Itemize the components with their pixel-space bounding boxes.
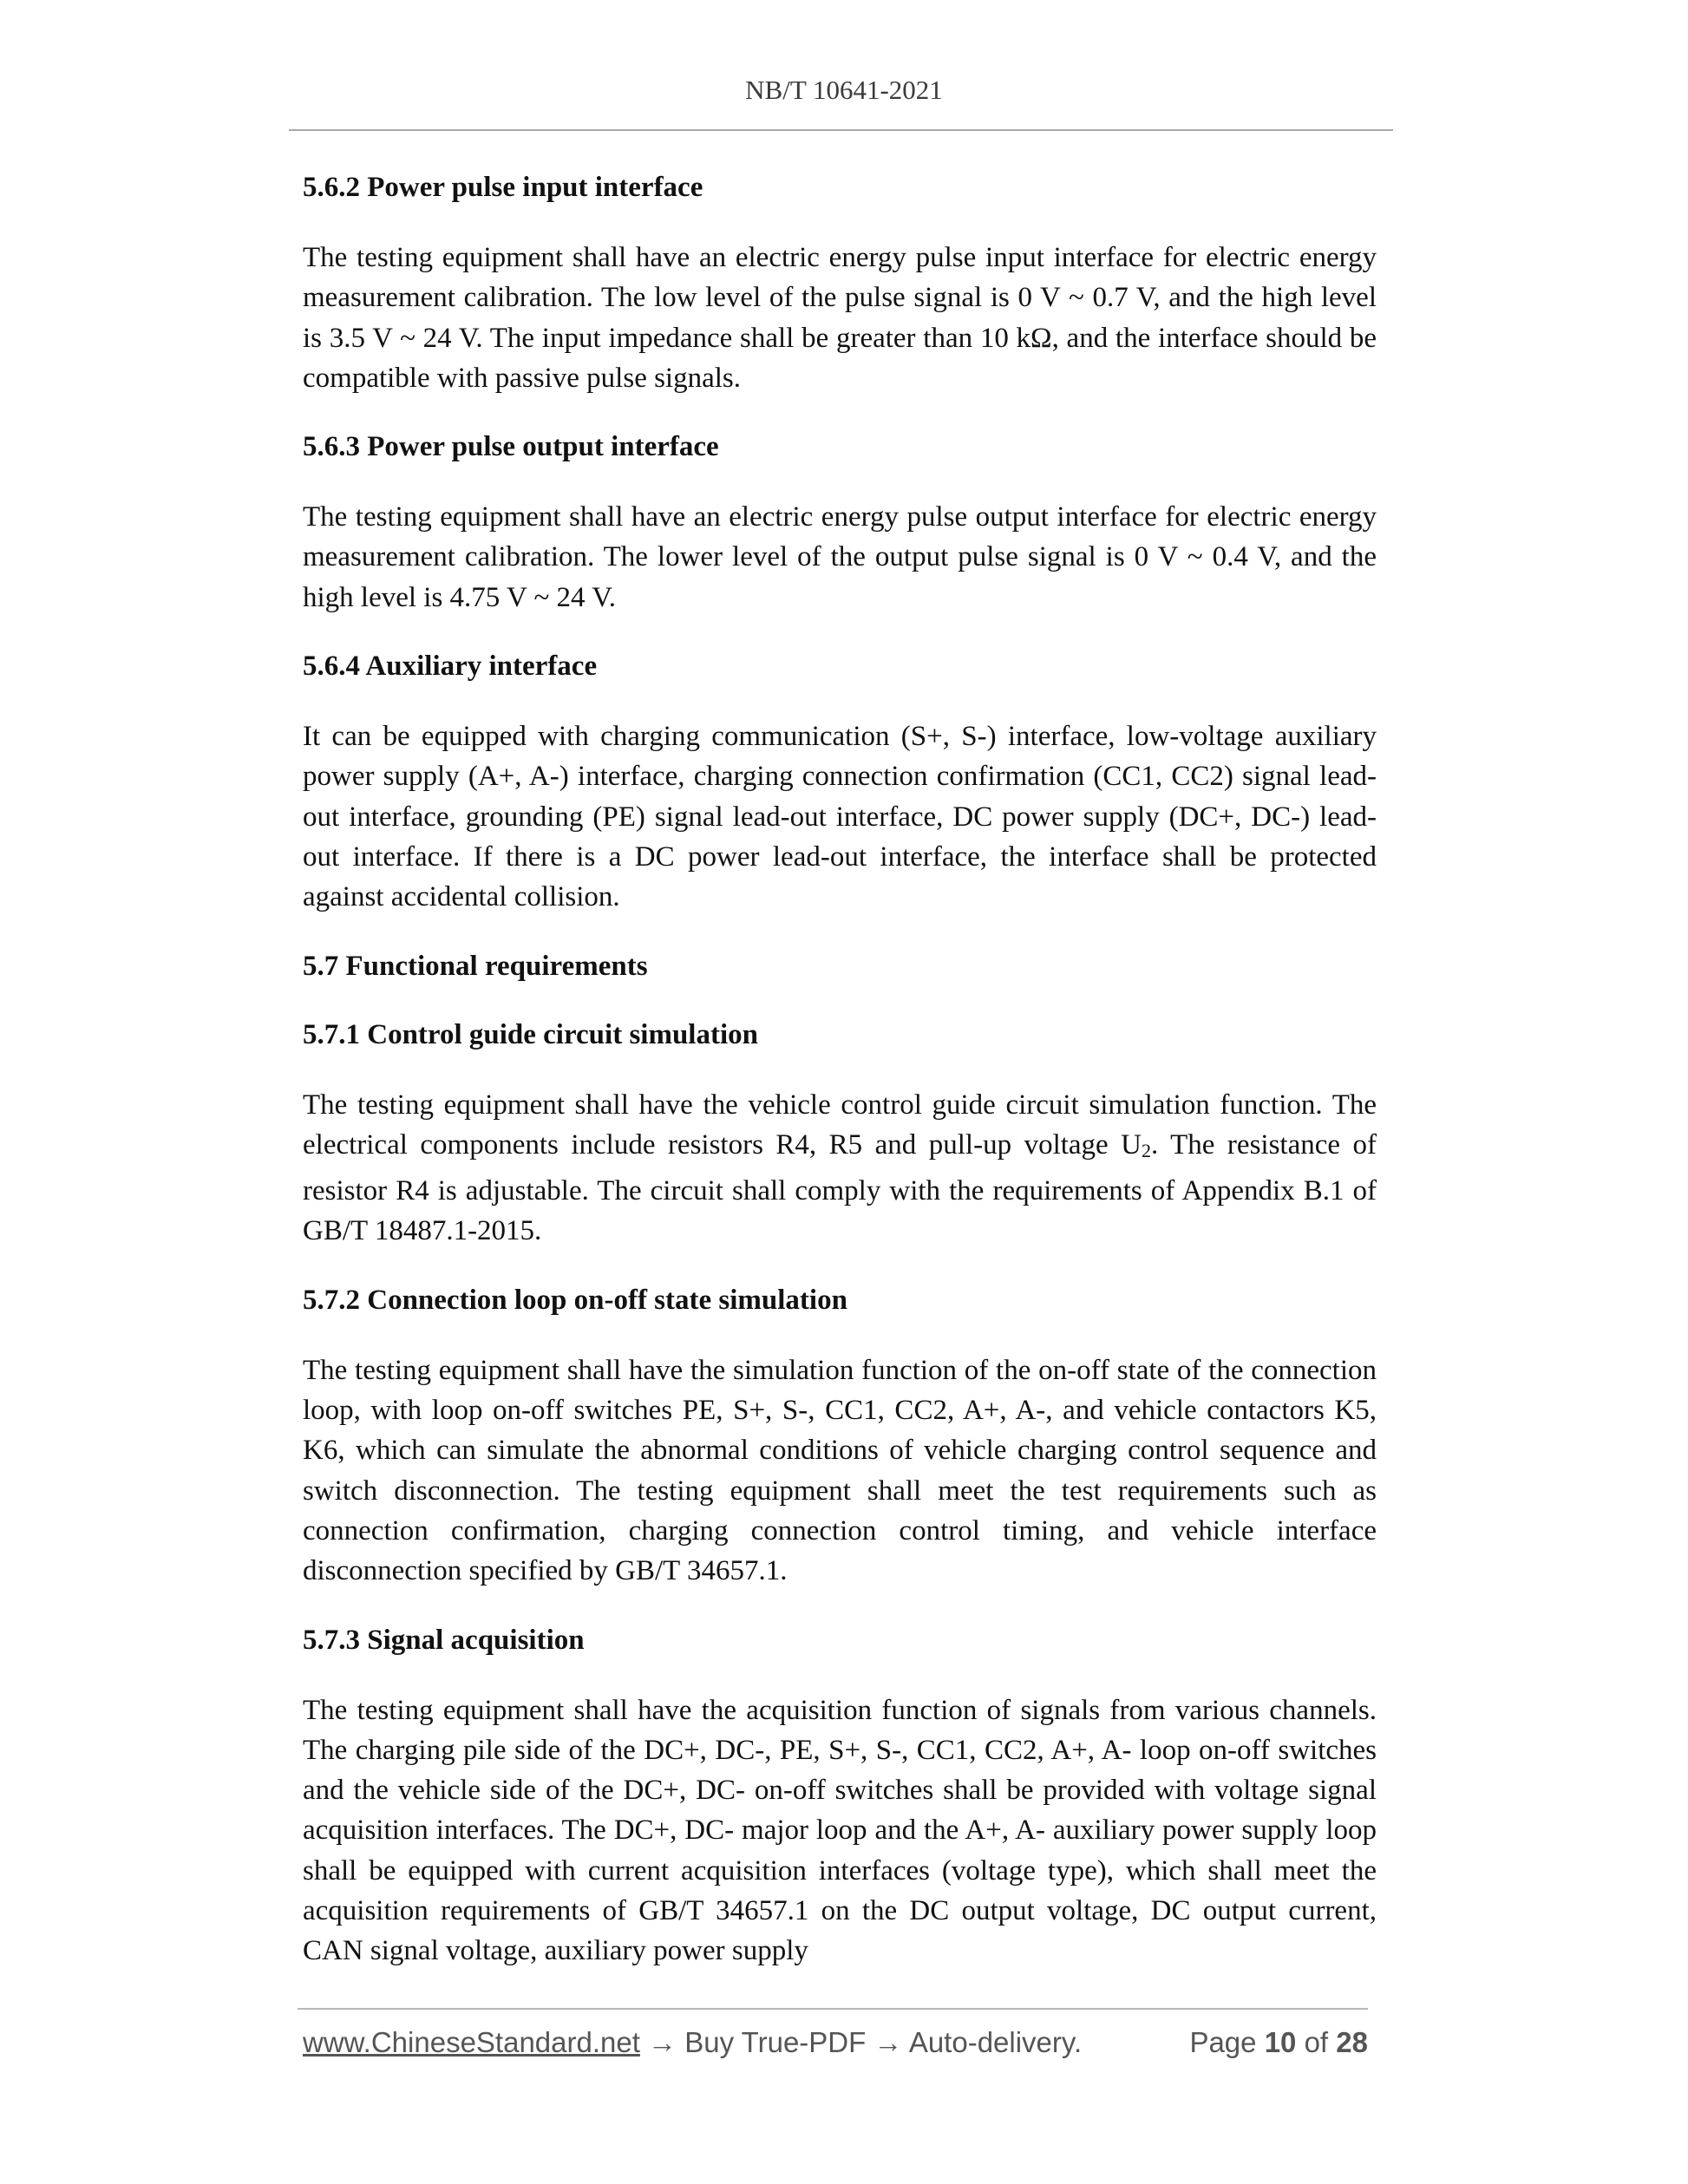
footer-divider <box>298 2008 1368 2010</box>
section-body-5-6-2: The testing equipment shall have an electric energy pulse input interface for electric energy measurement calibration. The low level of the pulse signal is 0 V ~ 0.7 V, and the high level is 3.5 V ~ 24 V. The input impedance shall be greater than 10 kΩ, and the interface should be compatible with passive pulse signals. <box>303 242 1377 394</box>
footer-promo-text: → Buy True-PDF → Auto-delivery. <box>639 2026 1083 2058</box>
section-body-5-7-1 <box>303 1085 1377 1252</box>
section-heading-5-7-2: 5.7.2 Connection loop on-off state simulation <box>303 1284 847 1316</box>
body-text-part: . The resistance of resistor R4 is adjustable. The circuit shall comply with the requirements of Appendix B.1 of GB/T 18487.1-2015. <box>303 1128 1377 1247</box>
website-link[interactable]: www.ChineseStandard.net <box>303 2026 640 2058</box>
subscript: 2 <box>1142 1139 1152 1161</box>
header-divider <box>289 129 1393 131</box>
page-total: 28 <box>1336 2026 1368 2058</box>
page-footer <box>303 2026 1377 2066</box>
page-of-label: of <box>1304 2026 1329 2058</box>
section-body-5-6-4: It can be equipped with charging communication (S+, S-) interface, low-voltage auxiliary power supply (A+, A-) interface, charging connection confirmation (CC1, CC2) signal lead-out interface, grounding (PE) signal lead-out interface, DC power supply (DC+, DC-) lead-out interface. If there is a DC power lead-out interface, the interface shall be protected against accidental collision. <box>303 721 1377 913</box>
body-text-part: The testing equipment shall have the vehicle control guide circuit simulation function. The electrical components include resistors R4, R5 and pull-up voltage U <box>303 1089 1377 1161</box>
footer-promo <box>303 2026 1082 2059</box>
page-number <box>1189 2026 1368 2059</box>
document-body <box>303 167 1377 1971</box>
section-heading-5-7: 5.7 Functional requirements <box>303 950 648 982</box>
page-current: 10 <box>1264 2026 1297 2058</box>
section-body-5-7-3: The testing equipment shall have the acquisition function of signals from various channels. The charging pile side of the DC+, DC-, PE, S+, S-, CC1, CC2, A+, A- loop on-off switches and the vehicle side of the DC+, DC- on-off switches shall be provided with voltage signal acquisition interfaces. The DC+, DC- major loop and the A+, A- auxiliary power supply loop shall be equipped with current acquisition interfaces (voltage type), which shall meet the acquisition requirements of GB/T 34657.1 on the DC output voltage, DC output current, CAN signal voltage, auxiliary power supply <box>303 1694 1377 1967</box>
section-heading-5-6-4: 5.6.4 Auxiliary interface <box>303 651 598 683</box>
section-heading-5-6-2: 5.6.2 Power pulse input interface <box>303 172 703 203</box>
page-label: Page <box>1189 2026 1257 2058</box>
section-heading-5-7-1: 5.7.1 Control guide circuit simulation <box>303 1018 758 1050</box>
section-body-5-7-2: The testing equipment shall have the simulation function of the on-off state of the connection loop, with loop on-off switches PE, S+, S-, CC1, CC2, A+, A-, and vehicle contactors K5, K6, which can simulate the abnormal conditions of vehicle charging control sequence and switch disconnection. The testing equipment shall meet the test requirements such as connection confirmation, charging connection control timing, and vehicle interface disconnection specified by GB/T 34657.1. <box>303 1354 1377 1587</box>
section-heading-5-6-3: 5.6.3 Power pulse output interface <box>303 431 719 463</box>
section-body-5-6-3: The testing equipment shall have an electric energy pulse output interface for electric energy measurement calibration. The lower level of the output pulse signal is 0 V ~ 0.4 V, and the high level is 4.75 V ~ 24 V. <box>303 501 1377 613</box>
page-header: NB/T 10641-2021 <box>745 75 943 105</box>
section-heading-5-7-3: 5.7.3 Signal acquisition <box>303 1624 585 1656</box>
